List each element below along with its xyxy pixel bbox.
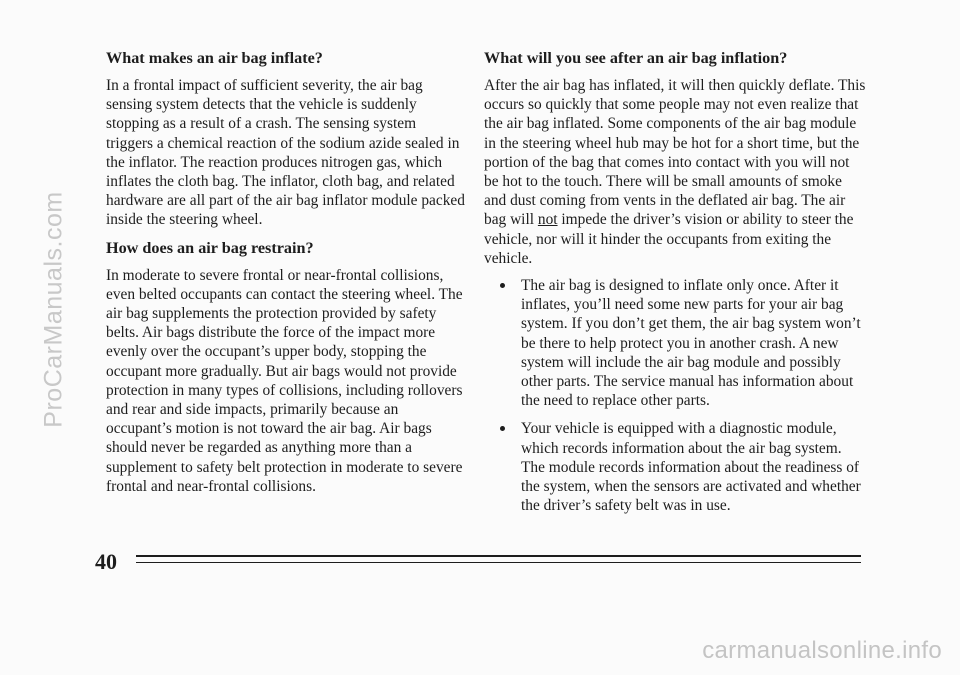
left-column bbox=[106, 48, 466, 504]
paragraph-after-inflation-part1: After the air bag has inflated, it will then quickly deflate. This occurs so quickly that some people may not even realize that the air bag inflated. Some components of the air bag module in the steering wheel hub may be hot for a short time, but the portion of the bag that comes into contact with you will not be hot to the touch. There will be small amounts of smoke and dust coming from vents in the deflated air bag. The air bag will bbox=[484, 77, 866, 229]
right-column bbox=[484, 48, 867, 524]
heading-after-inflation: What will you see after an air bag inflation? bbox=[484, 49, 788, 67]
bottom-watermark: carmanualsonline.info bbox=[702, 637, 942, 664]
heading-air-bag-restrain: How does an air bag restrain? bbox=[106, 238, 314, 257]
paragraph-air-bag-inflate: In a frontal impact of sufficient severity, the air bag sensing system detects that the vehicle is suddenly stopping as a result of a crash. The sensing system triggers a chemical reaction of the sodium azide sealed in the inflator. The reaction produces nitrogen gas, which inflates the cloth bag. The inflator, cloth bag, and related hardware are all part of the air bag inflator module packed inside the steering wheel. bbox=[106, 77, 465, 229]
paragraph-after-inflation bbox=[484, 76, 867, 268]
underlined-not: not bbox=[537, 211, 558, 229]
side-watermark: ProCarManuals.com bbox=[39, 191, 68, 428]
list-item-text: The air bag is designed to inflate only once. After it inflates, you’ll need some new parts for your air bag system. If you don’t get them, the air bag system won’t be there to help protect you in another crash. A new system will include the air bag module and possibly other parts. The service manual has information about the need to replace other parts. bbox=[521, 277, 861, 410]
footer-rule-bottom bbox=[136, 562, 861, 563]
list-item-text: Your vehicle is equipped with a diagnostic module, which records information about the air bag system. The module records information about the readiness of the system, when the sensors are activated and whether the driver’s safety belt was in use. bbox=[521, 420, 861, 515]
paragraph-after-inflation-part2: impede the driver’s vision or ability to steer the vehicle, nor will it hinder the occupants from exiting the vehicle. bbox=[484, 211, 854, 267]
heading-air-bag-inflate: What makes an air bag inflate? bbox=[106, 49, 323, 67]
bullet-list bbox=[484, 276, 867, 515]
bullet-icon bbox=[500, 283, 505, 288]
footer-rule-top bbox=[136, 555, 861, 557]
list-item bbox=[484, 276, 867, 410]
page-number: 40 bbox=[95, 549, 117, 574]
bullet-icon bbox=[500, 426, 505, 431]
paragraph-air-bag-restrain: In moderate to severe frontal or near-frontal collisions, even belted occupants can contact the steering wheel. The air bag supplements the protection provided by safety belts. Air bags distribute the force of the impact more evenly over the occupant’s upper body, stopping the occupant more gradually. But air bags would not provide protection in many types of collisions, including rollovers and rear and side impacts, primarily because an occupant’s motion is not toward the air bag. Air bags should never be regarded as anything more than a supplement to safety belt protection in moderate to severe frontal and near-frontal collisions. bbox=[106, 266, 463, 495]
list-item bbox=[484, 419, 867, 515]
